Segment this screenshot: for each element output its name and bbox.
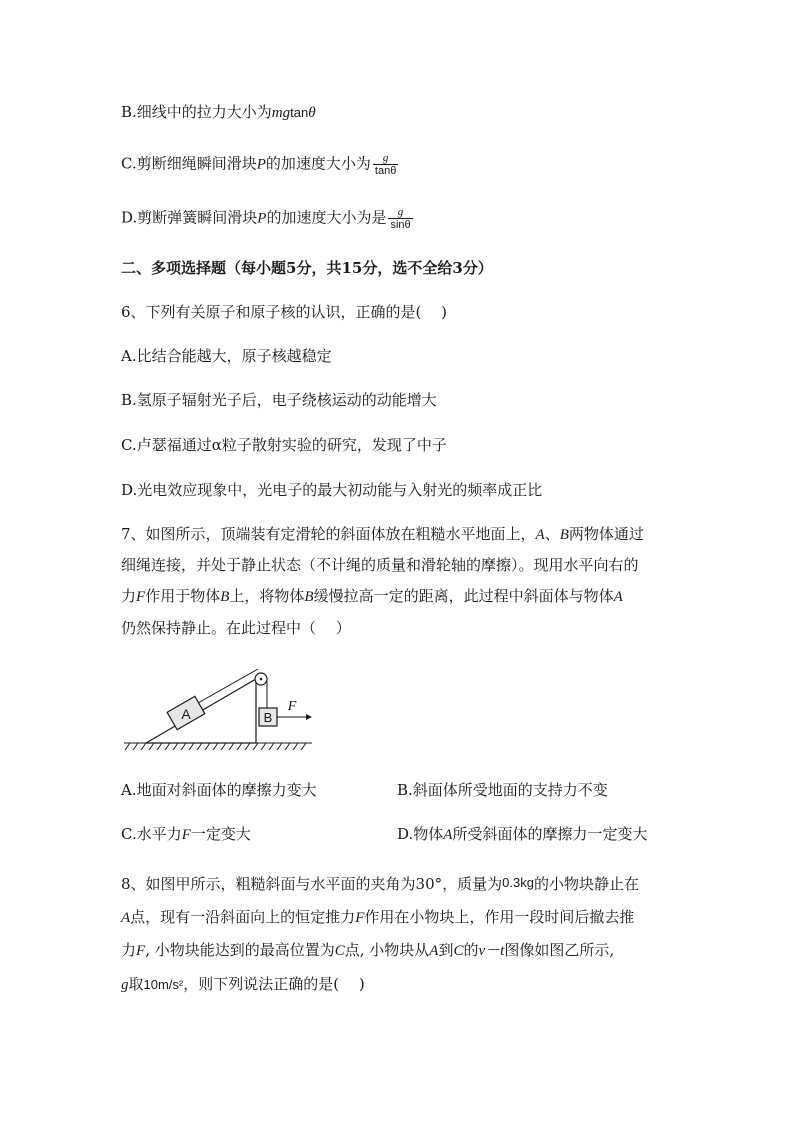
fraction-g-over-sin: $\frac{g}{\sin\theta}$ — [390, 206, 411, 231]
option-6b: B.氢原子辐射光子后，电子绕核运动的动能增大 — [121, 391, 437, 409]
fraction-g-over-tan: $\frac{g}{\tan\theta}$ — [374, 152, 397, 177]
ground-hatching — [124, 743, 312, 750]
option-6d: D.光电效应现象中，光电子的最大初动能与入射光的频率成正比 — [121, 481, 543, 499]
option-5b: B.细线中的拉力大小为mgtanθ — [121, 103, 316, 121]
option-7c: C.水平力F一定变大 — [121, 825, 251, 843]
option-5d: D.剪断弹簧瞬间滑块P的加速度大小为是 $\frac{g}{\sin\theta}$ — [121, 206, 411, 231]
option-6a: A.比结合能越大，原子核越稳定 — [121, 347, 332, 365]
question-8-line-1: 8、如图甲所示，粗糙斜面与水平面的夹角为30°，质量为0.3kg的小物块静止在 — [121, 875, 639, 893]
question-6-stem: 6、下列有关原子和原子核的认识，正确的是( ) — [121, 303, 448, 321]
block-a-label: A — [181, 706, 191, 722]
question-8-line-3: 力F, 小物块能达到的最高位置为C点, 小物块从A到C的v－t图像如图乙所示, — [121, 941, 615, 959]
option-7d: D.物体A所受斜面体的摩擦力一定变大 — [397, 825, 648, 843]
force-arrowhead — [306, 714, 312, 720]
string-along-incline — [198, 669, 258, 703]
incline-pulley-figure — [120, 665, 320, 755]
pulley-axle — [260, 678, 263, 681]
question-7-line-2: 细绳连接，并处于静止状态（不计绳的质量和滑轮轴的摩擦）。现用水平向右的 — [121, 556, 639, 574]
question-7-line-4: 仍然保持静止。在此过程中（ ） — [121, 619, 351, 637]
question-7-line-3: 力F作用于物体B上，将物体B缓慢拉高一定的距离，此过程中斜面体与物体A — [121, 587, 623, 605]
option-7a: A.地面对斜面体的摩擦力变大 — [121, 781, 317, 799]
force-label: F — [287, 699, 297, 714]
option-5c: C.剪断细绳瞬间滑块P的加速度大小为 $\frac{g}{\tan\theta}$ — [121, 152, 397, 177]
option-6c: C.卢瑟福通过α粒子散射实验的研究，发现了中子 — [121, 436, 447, 454]
question-7-line-1: 7、如图所示，顶端装有定滑轮的斜面体放在粗糙水平地面上，A、B两物体通过 — [121, 525, 644, 543]
question-8-line-2: A点，现有一沿斜面向上的恒定推力F作用在小物块上，作用一段时间后撤去推 — [121, 908, 635, 926]
section-heading-multiple-choice: 二、多项选择题（每小题5分，共15分，选不全给3分） — [121, 259, 493, 277]
block-b-label: B — [263, 710, 273, 725]
question-8-line-4: g取10m/s²，则下列说法正确的是( ) — [121, 975, 365, 993]
option-7b: B.斜面体所受地面的支持力不变 — [397, 781, 608, 799]
